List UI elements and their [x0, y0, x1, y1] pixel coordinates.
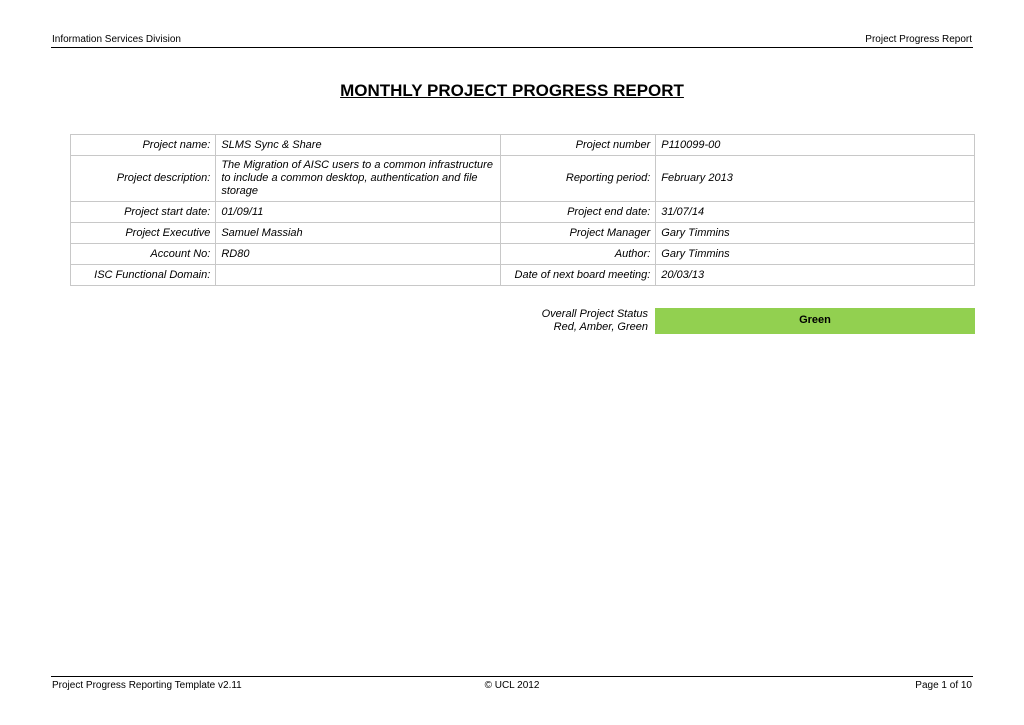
table-row: [71, 156, 975, 202]
footer-page-number: Page 1 of 10: [915, 680, 972, 691]
description-label: Project description:: [71, 156, 216, 202]
table-row: [71, 135, 975, 156]
table-row: [71, 265, 975, 286]
end-date-label: Project end date:: [500, 202, 655, 223]
header-doc-title: Project Progress Report: [865, 34, 972, 45]
project-name-label: Project name:: [71, 135, 216, 156]
footer-copyright: © UCL 2012: [484, 680, 540, 691]
page-footer: [51, 676, 973, 691]
end-date-value: 31/07/14: [656, 202, 975, 223]
description-value: The Migration of AISC users to a common infrastructure to include a common desktop, authentication and file storage: [216, 156, 501, 202]
status-badge: Green: [655, 308, 975, 334]
project-info-table: [70, 134, 975, 286]
header-division: Information Services Division: [52, 34, 181, 45]
executive-label: Project Executive: [71, 223, 216, 244]
status-label: [542, 308, 648, 334]
project-number-label: Project number: [500, 135, 655, 156]
table-row: [71, 244, 975, 265]
project-name-value: SLMS Sync & Share: [216, 135, 501, 156]
status-label-line1: Overall Project Status: [541, 308, 648, 320]
start-date-label: Project start date:: [71, 202, 216, 223]
account-value: RD80: [216, 244, 501, 265]
author-label: Author:: [500, 244, 655, 265]
account-label: Account No:: [71, 244, 216, 265]
reporting-period-value: February 2013: [656, 156, 975, 202]
status-label-line2: Red, Amber, Green: [553, 321, 648, 333]
page-header: [51, 34, 973, 48]
footer-template-version: Project Progress Reporting Template v2.11: [52, 680, 242, 691]
domain-label: ISC Functional Domain:: [71, 265, 216, 286]
executive-value: Samuel Massiah: [216, 223, 501, 244]
author-value: Gary Timmins: [656, 244, 975, 265]
start-date-value: 01/09/11: [216, 202, 501, 223]
table-row: [71, 202, 975, 223]
board-meeting-value: 20/03/13: [656, 265, 975, 286]
domain-value: [216, 265, 501, 286]
manager-value: Gary Timmins: [656, 223, 975, 244]
page-title: MONTHLY PROJECT PROGRESS REPORT: [340, 81, 684, 100]
manager-label: Project Manager: [500, 223, 655, 244]
table-row: [71, 223, 975, 244]
project-number-value: P110099-00: [656, 135, 975, 156]
reporting-period-label: Reporting period:: [500, 156, 655, 202]
board-meeting-label: Date of next board meeting:: [500, 265, 655, 286]
